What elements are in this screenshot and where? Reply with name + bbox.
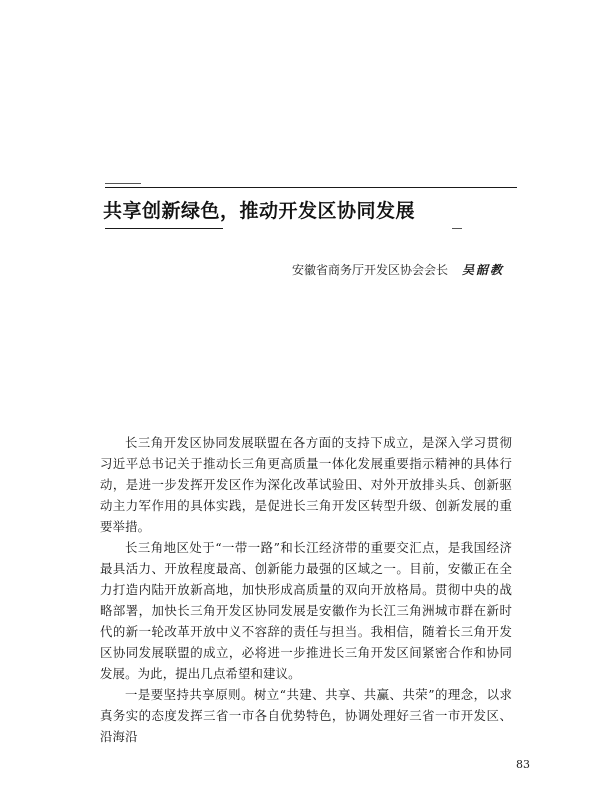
paragraph: 长三角地区处于“一带一路”和长江经济带的重要交汇点，是我国经济最具活力、开放程度最高、创新能力最强的区域之一。目前，安徽正在全力打造内陆开放新高地，加快形成高质量的双向开放格局。贯彻中央的战略部署，加快长三角开发区协同发展是安徽作为长江三角洲城市群在新时代的新一轮改革开放中义不容辞的责任与担当。我相信，随着长三角开发区协同发展联盟的成立，必将进一步推进长三角开发区间紧密合作和协同发展。为此，提出几点希望和建议。 bbox=[100, 540, 512, 681]
paragraph: 长三角开发区协同发展联盟在各方面的支持下成立，是深入学习贯彻习近平总书记关于推动长三角更高质量一体化发展重要指示精神的具体行动，是进一步发挥开发区作为深化改革试验田、对外开放排头兵、创新驱动主力军作用的具体实践，是促进长三角开发区转型升级、创新发展的重要举措。 bbox=[100, 435, 512, 534]
author-name: 吴韶教 bbox=[461, 263, 504, 277]
title-rule-tick bbox=[452, 228, 462, 229]
article-body bbox=[100, 432, 512, 747]
paragraph: 一是要坚持共享原则。树立“共建、共享、共赢、共荣”的理念，以求真务实的态度发挥三省一市各自优势特色，协调处理好三省一市开发区、沿海沿 bbox=[100, 687, 512, 744]
title-top-rule bbox=[105, 187, 517, 188]
author-organization: 安徽省商务厅开发区协会会长 bbox=[291, 263, 448, 277]
article-title: 共享创新绿色，推动开发区协同发展 bbox=[103, 200, 416, 222]
page-number: 83 bbox=[516, 758, 530, 771]
author-byline bbox=[292, 261, 504, 278]
title-bottom-rule bbox=[105, 228, 223, 229]
title-rule-tick bbox=[105, 183, 141, 184]
